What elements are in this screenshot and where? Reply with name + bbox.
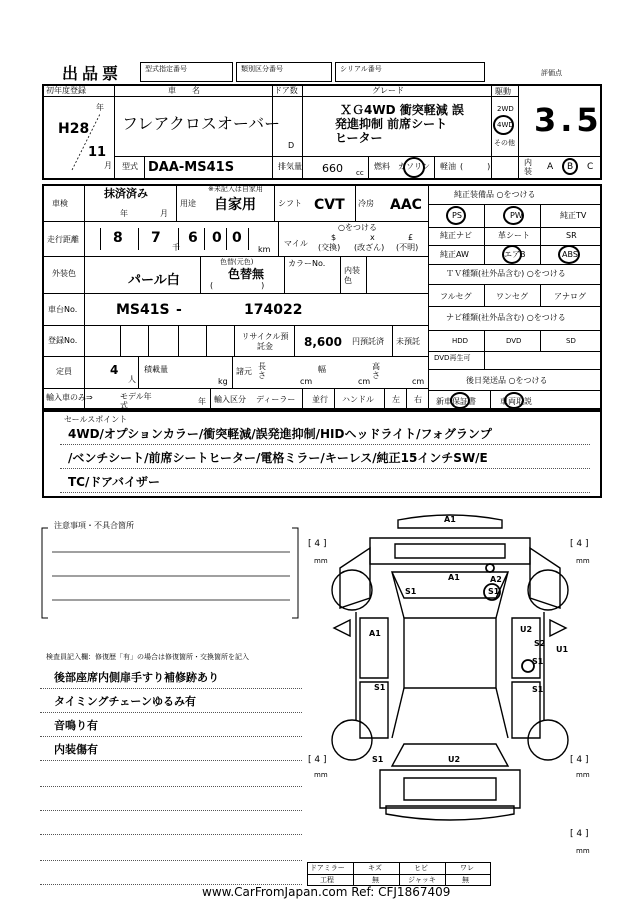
diag-s2: S2	[534, 639, 546, 648]
mileage-digit-2: 7	[151, 230, 161, 246]
circle-note: ○をつける	[338, 223, 377, 232]
drive-4wd-circle	[493, 115, 514, 135]
dims-label: 諸元	[236, 367, 252, 376]
legend-work: 工程	[320, 876, 334, 884]
interior-b: B	[567, 162, 574, 172]
drive-2wd: 2WD	[497, 105, 514, 113]
legend-none-1: 無	[372, 876, 379, 884]
use-label: 用途	[180, 199, 196, 208]
color-label: 外装色	[52, 269, 76, 278]
score-label: 評価点	[541, 69, 562, 77]
grade-line-3: ヒーター	[335, 131, 383, 145]
equip-navi: 純正ナビ	[440, 231, 472, 240]
equip-leather: 革シート	[498, 231, 530, 240]
reg-month: 11	[88, 145, 107, 160]
door-unit: D	[288, 141, 295, 150]
tire-rl: [ 4 ]	[308, 755, 327, 765]
height-label: 高さ	[372, 362, 380, 380]
interior-label: 内装	[524, 158, 532, 176]
km-unit: km	[258, 245, 271, 254]
chassis-dash: -	[176, 302, 182, 318]
legend-scratch: キズ	[368, 864, 382, 872]
length-label: 長さ	[258, 362, 266, 380]
equip-airbag: エアB	[504, 250, 526, 259]
tire-rl-mm: mm	[314, 771, 328, 779]
equip-pw-circle	[503, 206, 524, 225]
interior-b-circle	[562, 158, 578, 175]
sales-line-1: 4WD/オプションカラー/衝突軽減/誤発進抑制/HIDヘッドライト/フォグランプ	[68, 427, 492, 441]
diag-u2-right: U2	[520, 625, 533, 634]
diag-s1-right-b: S1	[532, 685, 544, 694]
color-no-label: カラーNo.	[288, 259, 326, 268]
model-label: 型式	[122, 162, 138, 171]
use-note: ※未記入は自家用	[208, 185, 263, 193]
diag-u2-rear: U2	[448, 755, 461, 764]
diag-s1-left-a: S1	[374, 683, 386, 692]
grade-line-2: 発進抑制 前席シート	[335, 117, 448, 131]
drive-other: その他	[494, 139, 515, 147]
diag-s1-front-right: S1	[488, 587, 500, 596]
load-label: 積載量	[144, 365, 168, 374]
serial-label: シリアル番号	[340, 65, 382, 73]
capacity-label: 定員	[56, 367, 72, 376]
ac-label: 冷房	[358, 199, 374, 208]
tv-fullseg: フルセグ	[440, 292, 472, 301]
legend-jack: ジャッキ	[408, 876, 436, 884]
tv-oneseg: ワンセグ	[496, 292, 528, 301]
equip-pw: PW	[510, 211, 523, 220]
color-orig-label: 色替(元色)	[220, 258, 254, 266]
legend-crack: ヒビ	[414, 864, 428, 872]
drive-4wd: 4WD	[497, 121, 514, 129]
navi-sd: SD	[566, 337, 576, 345]
drive-label: 駆動	[495, 87, 511, 96]
import-class-label: 輸入区分	[214, 395, 246, 404]
color-changed: 色替無	[228, 267, 265, 281]
diag-u1: U1	[556, 645, 569, 654]
thousand-unit: 千	[172, 243, 180, 252]
inspection-year: 年	[120, 209, 128, 218]
recycle-label: リサイクル預託金	[241, 332, 289, 351]
year-unit: 年	[96, 103, 104, 112]
diag-s1-rear: S1	[372, 755, 384, 764]
mileage-digit-1: 8	[113, 230, 123, 246]
model-year-label: モデル年式	[120, 392, 152, 410]
tire-rr-mm: mm	[576, 771, 590, 779]
notes-bracket	[40, 526, 300, 626]
diag-s1-right-a: S1	[532, 657, 544, 666]
equip-title: 純正装備品 ○をつける	[454, 190, 536, 199]
equip-aw: 純正AW	[440, 250, 469, 259]
capacity-value: 4	[110, 363, 119, 377]
spare-tire-value: 4	[576, 829, 583, 839]
tire-fr-mm: mm	[576, 557, 590, 565]
equip-tv: 純正TV	[560, 211, 587, 220]
width-label: 幅	[318, 365, 326, 374]
sales-line-3: TC/ドアバイザー	[68, 475, 161, 489]
length-cm: cm	[300, 377, 313, 386]
recycle-amount: 8,600	[304, 335, 342, 349]
reg-no-label: 登録No.	[48, 336, 78, 345]
recycle-not: 未預託	[396, 337, 420, 346]
page-title: 出品票	[62, 64, 123, 83]
recycle-deposited: 円預託済	[352, 337, 384, 346]
first-reg-label: 初年度登録	[46, 86, 86, 95]
note-4: 内装傷有	[54, 743, 98, 756]
tv-title: ＴＶ種類(社外品含む) ○をつける	[446, 269, 566, 278]
model-code: DAA-MS41S	[148, 160, 235, 175]
light-oil-paren: ( )	[460, 162, 491, 171]
inspector-note: 検査員記入欄：修復歴「有」の場合は修復箇所・交換箇所を記入	[46, 653, 249, 661]
unknown-label: (不明)	[396, 243, 419, 252]
diag-a1-left: A1	[369, 629, 381, 638]
tamper-label: (改ざん)	[354, 243, 385, 252]
manual-circle	[504, 392, 524, 409]
legend-none-2: 無	[462, 876, 469, 884]
fuel-circle	[403, 157, 425, 178]
equip-abs: ABS	[562, 250, 578, 259]
after-warranty: 新車保証書	[436, 397, 476, 406]
class-box	[236, 62, 332, 82]
use-value: 自家用	[214, 197, 256, 213]
height-cm: cm	[412, 377, 425, 386]
load-kg: kg	[218, 377, 228, 386]
equip-ps: PS	[452, 211, 462, 220]
month-unit: 月	[104, 161, 112, 170]
notes-label: 注意事項・不具合箇所	[54, 521, 134, 530]
class-label: 類別区分番号	[241, 65, 283, 73]
navi-dvd: DVD	[506, 337, 522, 345]
mileage-label: 走行距離	[47, 235, 79, 244]
tire-fr-value: 4	[576, 539, 583, 549]
model-year-unit: 年	[198, 397, 206, 406]
color-value: パール白	[128, 273, 180, 288]
navi-hdd: HDD	[452, 337, 469, 345]
handle-label: ハンドル	[342, 395, 374, 404]
tire-fl: [ 4 ]	[308, 539, 327, 549]
mileage-digit-5: 0	[232, 230, 242, 246]
import-label: 輸入車のみ⇒	[46, 393, 93, 402]
after-title: 後日発送品 ○をつける	[466, 376, 548, 385]
mileage-digit-3: 6	[188, 230, 198, 246]
footer-ref: www.CarFromJapan.com Ref: CFJ1867409	[202, 885, 451, 899]
car-name-label: 車 名	[168, 86, 200, 95]
handle-left: 左	[392, 395, 400, 404]
interior-color-label: 内装色	[344, 266, 360, 285]
mile-label: マイル	[284, 239, 308, 248]
diag-a2: A2	[490, 575, 502, 584]
evaluation-score: 3.5	[534, 101, 603, 139]
tire-fl-mm: mm	[314, 557, 328, 565]
shift-value: CVT	[314, 197, 345, 213]
sales-line-2: /ベンチシート/前席シートヒーター/電格ミラー/キーレス/純正15インチSW/E	[68, 451, 488, 465]
exchange-label: (交換)	[318, 243, 341, 252]
spare-tire: [ 4 ]	[570, 829, 589, 839]
model-cert-label: 型式指定番号	[145, 65, 187, 73]
equip-ps-circle	[446, 206, 466, 225]
interior-a: A	[547, 162, 554, 172]
navi-title: ナビ種類(社外品含む) ○をつける	[446, 313, 566, 322]
reg-year: H28	[58, 121, 90, 137]
equip-airbag-circle	[502, 245, 522, 264]
doors-label: ドア数	[274, 86, 298, 95]
equip-sr: SR	[566, 231, 577, 240]
tamper-symbol: x	[370, 233, 375, 242]
displacement: 660	[322, 162, 343, 175]
equip-abs-circle	[558, 245, 580, 264]
fuel-gasoline: ガソリン	[398, 162, 430, 171]
tire-fr: [ 4 ]	[570, 539, 589, 549]
car-name: フレアクロスオーバー	[122, 114, 281, 133]
diag-a1-top: A1	[444, 515, 456, 524]
model-cert-box	[140, 62, 233, 82]
tire-fl-value: 4	[314, 539, 321, 549]
capacity-unit: 人	[128, 375, 136, 384]
chassis-label: 車台No.	[48, 305, 78, 314]
warranty-circle	[450, 392, 470, 409]
dealer: ディーラー	[256, 395, 296, 404]
handle-right: 右	[414, 395, 422, 404]
tire-rr-value: 4	[576, 755, 583, 765]
serial-box	[335, 62, 485, 82]
note-2: タイミングチェーンゆるみ有	[54, 695, 197, 708]
shift-label: シフト	[278, 199, 302, 208]
cc-unit: cc	[356, 169, 364, 177]
grade-line-1: ＸＧ4WD 衝突軽減 誤	[340, 103, 464, 117]
exchange-symbol: $	[331, 233, 337, 242]
width-cm: cm	[358, 377, 371, 386]
diag-s1-front-left: S1	[405, 587, 417, 596]
tire-rl-value: 4	[314, 755, 321, 765]
interior-c: C	[587, 162, 594, 172]
color-paren: ( )	[210, 281, 265, 290]
legend-mirror: ドアミラー	[310, 864, 345, 872]
dvd-play: DVD再生可	[434, 354, 471, 362]
note-1: 後部座席内側扉手すり補修跡あり	[54, 671, 219, 684]
tv-analog: アナログ	[554, 292, 586, 301]
inspection-label: 車検	[52, 199, 68, 208]
inspection-month: 月	[160, 209, 168, 218]
mileage-digit-4: 0	[212, 230, 222, 246]
chassis-number: 174022	[244, 302, 303, 318]
after-manual: 車両取説	[500, 397, 532, 406]
light-oil-label: 軽油	[440, 162, 456, 171]
displacement-label: 排気量	[278, 162, 302, 171]
inspection-value: 抹済済み	[104, 187, 148, 200]
diag-a1-hood: A1	[448, 573, 460, 582]
parallel: 並行	[312, 395, 328, 404]
legend-broken: ワレ	[460, 864, 474, 872]
unknown-symbol: £	[408, 233, 414, 242]
fuel-label: 燃料	[374, 162, 390, 171]
tire-rr: [ 4 ]	[570, 755, 589, 765]
sales-label: セールスポイント	[64, 415, 128, 424]
grade-label: グレード	[372, 86, 404, 95]
ac-value: AAC	[390, 197, 422, 213]
spare-tire-mm: mm	[576, 847, 590, 855]
note-3: 音鳴り有	[54, 719, 98, 732]
car-damage-diagram	[300, 508, 610, 858]
chassis-prefix: MS41S	[116, 302, 170, 318]
